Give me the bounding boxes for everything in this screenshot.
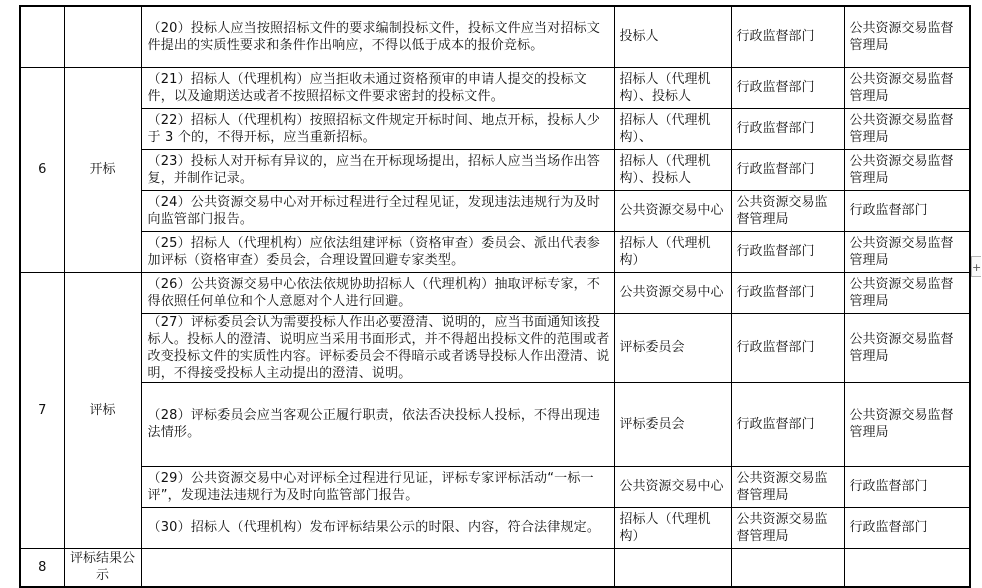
overseer-dept: 公共资源交易监督管理局 — [844, 108, 970, 149]
table-row — [20, 6, 970, 67]
table-row — [20, 67, 970, 108]
responsible-party: 公共资源交易中心 — [614, 466, 731, 507]
requirement-text: （26）公共资源交易中心依法依规协助招标人（代理机构）抽取评标专家，不得依照任何单位和个人意愿对个人进行回避。 — [141, 272, 614, 313]
responsible-party: 投标人 — [614, 6, 731, 67]
responsible-party: 公共资源交易中心 — [614, 190, 731, 231]
table-row — [20, 272, 970, 313]
responsible-party: 招标人（代理机构） — [614, 507, 731, 548]
overseer-dept: 公共资源交易监督管理局 — [844, 382, 970, 466]
overseer-dept: 公共资源交易监督管理局 — [844, 231, 970, 272]
supervisor-dept: 行政监督部门 — [731, 231, 844, 272]
supervisor-dept: 行政监督部门 — [731, 272, 844, 313]
table-row — [20, 149, 970, 190]
stage-name: 评标 — [64, 272, 141, 548]
supervisor-dept: 公共资源交易监督管理局 — [731, 190, 844, 231]
stage-number: 7 — [20, 272, 64, 548]
overseer-dept: 行政监督部门 — [844, 190, 970, 231]
overseer-dept: 行政监督部门 — [844, 466, 970, 507]
overseer-dept: 行政监督部门 — [844, 507, 970, 548]
supervisor-dept: 行政监督部门 — [731, 382, 844, 466]
requirement-text: （21）招标人（代理机构）应当拒收未通过资格预审的申请人提交的投标文件，以及逾期送达或者不按照招标文件要求密封的投标文件。 — [141, 67, 614, 108]
stage-name: 开标 — [64, 67, 141, 272]
table-row — [20, 313, 970, 382]
stage-name: 评标结果公示 — [64, 548, 141, 587]
supervisor-dept: 公共资源交易监督管理局 — [731, 466, 844, 507]
responsible-party: 招标人（代理机构）、投标人 — [614, 149, 731, 190]
requirement-text: （20）投标人应当按照招标文件的要求编制投标文件，投标文件应当对招标文件提出的实质性要求和条件作出响应，不得以低于成本的报价竞标。 — [141, 6, 614, 67]
requirement-text: （30）招标人（代理机构）发布评标结果公示的时限、内容，符合法律规定。 — [141, 507, 614, 548]
requirement-text: （27）评标委员会认为需要投标人作出必要澄清、说明的，应当书面通知该投标人。投标人的澄清、说明应当采用书面形式，并不得超出投标文件的范围或者改变投标文件的实质性内容。评标委员会不得暗示或者诱导投标人作出澄清、说明，不得接受投标人主动提出的澄清、说明。 — [141, 313, 614, 382]
responsible-party — [614, 548, 731, 587]
overseer-dept — [844, 548, 970, 587]
table-row — [20, 466, 970, 507]
supervisor-dept: 行政监督部门 — [731, 313, 844, 382]
table-row — [20, 231, 970, 272]
requirement-text: （22）招标人（代理机构）按照招标文件规定开标时间、地点开标，投标人少于 3 个的，不得开标，应当重新招标。 — [141, 108, 614, 149]
table-row — [20, 548, 970, 587]
requirement-text: （23）投标人对开标有异议的，应当在开标现场提出，招标人应当当场作出答复，并制作记录。 — [141, 149, 614, 190]
responsible-party: 招标人（代理机构）、 — [614, 108, 731, 149]
supervisor-dept: 行政监督部门 — [731, 108, 844, 149]
overseer-dept: 公共资源交易监督管理局 — [844, 6, 970, 67]
requirement-text: （29）公共资源交易中心对评标全过程进行见证，评标专家评标活动“一标一评”，发现违法违规行为及时向监管部门报告。 — [141, 466, 614, 507]
stage-number — [20, 6, 64, 67]
stage-number: 8 — [20, 548, 64, 587]
overseer-dept: 公共资源交易监督管理局 — [844, 272, 970, 313]
responsible-party: 公共资源交易中心 — [614, 272, 731, 313]
table-row — [20, 507, 970, 548]
requirement-text — [141, 548, 614, 587]
overseer-dept: 公共资源交易监督管理局 — [844, 67, 970, 108]
stage-name — [64, 6, 141, 67]
responsible-party: 评标委员会 — [614, 313, 731, 382]
supervisor-dept: 行政监督部门 — [731, 149, 844, 190]
responsible-party: 评标委员会 — [614, 382, 731, 466]
overseer-dept: 公共资源交易监督管理局 — [844, 149, 970, 190]
requirement-text: （28）评标委员会应当客观公正履行职责，依法否决投标人投标，不得出现违法情形。 — [141, 382, 614, 466]
responsible-party: 招标人（代理机构）、投标人 — [614, 67, 731, 108]
requirement-text: （25）招标人（代理机构）应依法组建评标（资格审查）委员会、派出代表参加评标（资格审查）委员会，合理设置回避专家类型。 — [141, 231, 614, 272]
table-row — [20, 190, 970, 231]
overseer-dept: 公共资源交易监督管理局 — [844, 313, 970, 382]
supervisor-dept: 公共资源交易监督管理局 — [731, 507, 844, 548]
responsible-party: 招标人（代理机构） — [614, 231, 731, 272]
table-row — [20, 108, 970, 149]
stage-number: 6 — [20, 67, 64, 272]
supervision-table — [19, 5, 971, 588]
supervisor-dept: 行政监督部门 — [731, 67, 844, 108]
requirement-text: （24）公共资源交易中心对开标过程进行全过程见证，发现违法违规行为及时向监管部门报告。 — [141, 190, 614, 231]
supervisor-dept — [731, 548, 844, 587]
table-row — [20, 382, 970, 466]
add-row-button[interactable]: + — [971, 256, 981, 277]
supervisor-dept: 行政监督部门 — [731, 6, 844, 67]
